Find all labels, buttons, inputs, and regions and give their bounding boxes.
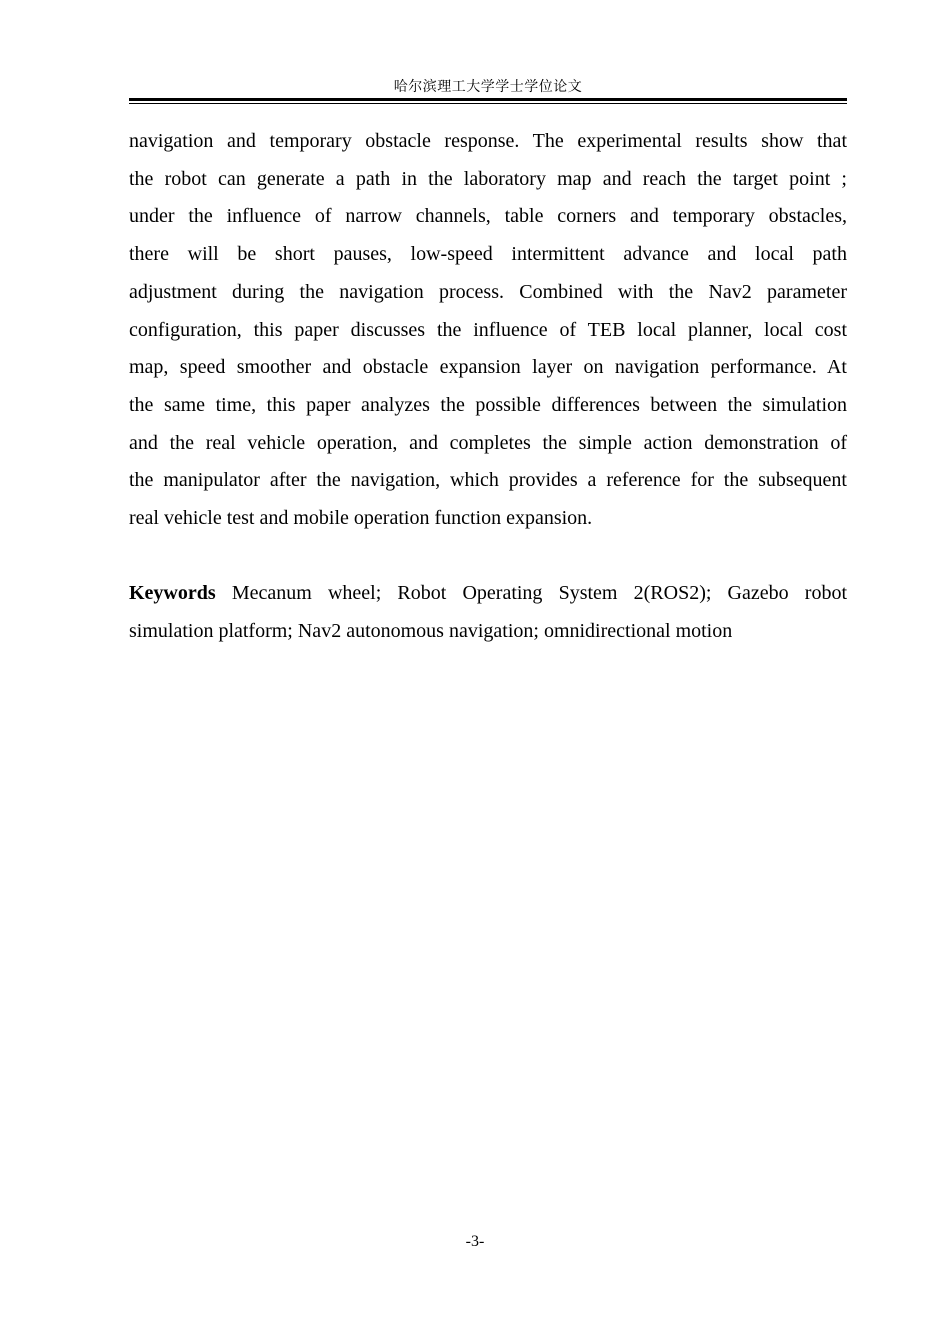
abstract-line: there will be short pauses, low-speed intermittent advance and local path xyxy=(129,243,847,266)
abstract-line: the robot can generate a path in the laboratory map and reach the target point ; xyxy=(129,167,847,190)
abstract-line: real vehicle test and mobile operation function expansion. xyxy=(129,507,593,530)
abstract-line: the same time, this paper analyzes the possible differences between the simulation xyxy=(129,393,847,416)
abstract-line: under the influence of narrow channels, table corners and temporary obstacles, xyxy=(129,205,847,228)
header-rule-thick xyxy=(129,98,847,101)
page-number: -3- xyxy=(465,1233,485,1250)
abstract-line: adjustment during the navigation process. Combined with the Nav2 parameter xyxy=(129,280,847,303)
abstract-line: the manipulator after the navigation, which provides a reference for the subsequent xyxy=(129,469,847,492)
abstract-line: configuration, this paper discusses the influence of TEB local planner, local cost xyxy=(129,318,847,341)
keywords-line xyxy=(129,575,847,613)
keywords-line: simulation platform; Nav2 autonomous navigation; omnidirectional motion xyxy=(129,619,733,642)
abstract-line: and the real vehicle operation, and completes the simple action demonstration of xyxy=(129,431,847,454)
abstract-line: map, speed smoother and obstacle expansion layer on navigation performance. At xyxy=(129,356,847,379)
abstract-body xyxy=(129,123,847,538)
running-header: 哈尔滨理工大学学士学位论文 xyxy=(393,79,583,95)
header-rule-thin xyxy=(129,103,847,104)
keywords-paragraph xyxy=(129,575,847,650)
keywords-text: Mecanum wheel; Robot Operating System 2(ROS2); Gazebo robot xyxy=(231,582,847,604)
keywords-label: Keywords xyxy=(129,582,216,604)
abstract-line: navigation and temporary obstacle response. The experimental results show that xyxy=(129,130,847,152)
